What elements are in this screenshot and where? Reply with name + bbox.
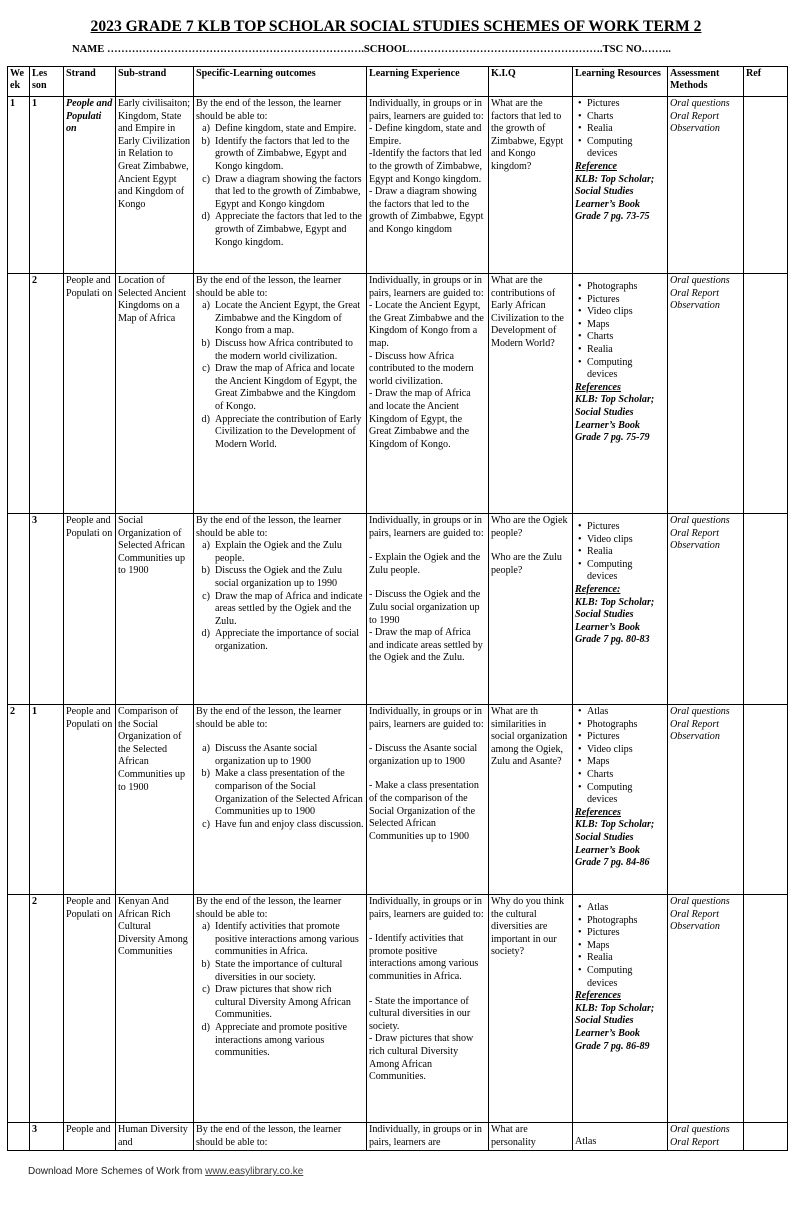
outcome-item: a. Discuss the Asante social organization up to 1900 — [215, 743, 364, 768]
resource-item: • Atlas — [587, 706, 665, 719]
assessment-item: Oral Report — [670, 718, 720, 730]
strand-cell: People and Populati on — [64, 97, 116, 274]
experience-line: - Locate the Ancient Egypt, the Great Zimbabwe and the Kingdom of Kongo from a map. — [369, 300, 484, 349]
experience-line: - State the importance of cultural diversities in our society. — [369, 995, 471, 1032]
table-row — [8, 1123, 788, 1151]
col-header-kiq: K.I.Q — [489, 67, 573, 97]
lesson-cell: 1 — [30, 705, 64, 895]
ref-cell — [744, 97, 788, 274]
week-cell — [8, 1123, 30, 1151]
experience-line: Individually, in groups or in pairs, learners are guided to: — [369, 896, 484, 920]
lesson-cell: 1 — [30, 97, 64, 274]
footer-text: Download More Schemes of Work from — [28, 1166, 206, 1177]
outcome-item: a. Explain the Ogiek and the Zulu people. — [215, 540, 364, 565]
assessment-item: Oral questions — [670, 896, 730, 907]
experience-line: - Draw a diagram showing the factors that led to the growth of Zimbabwe, Egypt and Kongo kingdom — [369, 186, 484, 235]
resource-item: • Pictures — [587, 927, 665, 940]
kiq-cell: What are the factors that led to the growth of Zimbabwe, Egypt and Kongo kingdom? — [489, 97, 573, 274]
outcome-item: d. Appreciate the importance of social organization. — [215, 628, 364, 653]
outcomes-cell — [194, 97, 367, 274]
reference-heading: References — [575, 806, 621, 818]
ref-cell — [744, 705, 788, 895]
outcome-item: c. Draw a diagram showing the factors that led to the growth of Zimbabwe, Egypt and Kongo kingdom — [215, 174, 364, 212]
col-header-outcomes: Specific-Learning outcomes — [194, 67, 367, 97]
experience-line: - Draw the map of Africa and locate the Ancient Kingdom of Egypt, the Great Zimbabwe and the Kingdom of Kongo. — [369, 388, 471, 450]
reference-heading: References — [575, 381, 621, 393]
week-cell — [8, 514, 30, 705]
kiq-question: What are th similarities in social organization among the Ogiek, Zulu and Asante? — [491, 706, 568, 768]
outcomes-cell — [194, 895, 367, 1123]
reference-heading: References — [575, 990, 621, 1002]
kiq-cell: Why do you think the cultural diversities are important in our society? — [489, 895, 573, 1123]
schemes-of-work-table — [7, 66, 788, 1151]
week-cell: 2 — [8, 705, 30, 895]
experience-line: Individually, in groups or in pairs, learners are guided to: — [369, 275, 484, 299]
resource-item: • Pictures — [587, 521, 665, 534]
outcome-item: b. Make a class presentation of the comparison of the Social Organization of the Selected African Communities up to 1900 — [215, 768, 364, 818]
col-header-experience: Learning Experience — [367, 67, 489, 97]
resources-cell — [573, 895, 668, 1123]
resources-cell — [573, 274, 668, 514]
outcome-item: d. Appreciate the contribution of Early Civilization to the Development of Modern World. — [215, 414, 364, 452]
resource-item: • Photographs — [587, 915, 665, 928]
outcomes-cell — [194, 514, 367, 705]
assessment-item: Observation — [670, 921, 720, 933]
name-school-tsc-line: NAME ……………………………………………………………….SCHOOL……………………………………………….TSC NO.…….. — [72, 44, 671, 55]
resource-item: • Computing devices — [587, 965, 665, 990]
ref-cell — [744, 895, 788, 1123]
assessment-item: Observation — [670, 731, 720, 743]
resource-item: • Video clips — [587, 534, 665, 547]
reference-text: KLB: Top Scholar; Social Studies Learner’s Book Grade 7 pg. 80-83 — [575, 596, 655, 646]
resource-item: • Photographs — [587, 281, 665, 294]
col-header-lesson: Les son — [30, 67, 64, 97]
resources-cell — [573, 97, 668, 274]
col-header-ref: Ref — [744, 67, 788, 97]
resource-item: • Realia — [587, 344, 665, 357]
outcome-item: d. Appreciate and promote positive interactions among various communities. — [215, 1022, 364, 1060]
experience-cell — [367, 705, 489, 895]
resource-item: • Video clips — [587, 744, 665, 757]
experience-cell — [367, 514, 489, 705]
strand-cell: People and Populati on — [64, 514, 116, 705]
resource-item: • Computing devices — [587, 357, 665, 382]
outcomes-intro: By the end of the lesson, the learner should be able to: — [196, 706, 342, 730]
outcome-item: a. Locate the Ancient Egypt, the Great Zimbabwe and the Kingdom of Kongo from a map. — [215, 300, 364, 338]
col-header-resources: Learning Resources — [573, 67, 668, 97]
resource-item: • Maps — [587, 940, 665, 953]
table-row — [8, 705, 788, 895]
assessment-item: Oral questions — [670, 515, 730, 526]
reference-text: KLB: Top Scholar; Social Studies Learner’s Book Grade 7 pg. 84-86 — [575, 819, 655, 869]
assessment-cell — [668, 705, 744, 895]
outcomes-intro: By the end of the lesson, the learner should be able to: — [196, 1124, 342, 1148]
experience-line: - Discuss the Asante social organization up to 1900 — [369, 743, 478, 767]
assessment-cell — [668, 1123, 744, 1151]
resource-item: • Charts — [587, 331, 665, 344]
resource-item: • Pictures — [587, 98, 665, 111]
assessment-item: Oral questions — [670, 1124, 730, 1135]
reference-text: KLB: Top Scholar; Social Studies Learner’s Book Grade 7 pg. 75-79 — [575, 394, 655, 444]
assessment-item: Oral Report — [670, 287, 720, 299]
strand-cell: People and Populati on — [64, 705, 116, 895]
experience-line: - Explain the Ogiek and the Zulu people. — [369, 552, 481, 576]
experience-line: Individually, in groups or in pairs, learners are guided to: — [369, 98, 484, 122]
experience-cell — [367, 274, 489, 514]
experience-line: - Draw the map of Africa and indicate areas settled by the Ogiek and the Zulu. — [369, 627, 483, 664]
resource-item: Atlas — [575, 1136, 597, 1147]
strand-cell: People and — [64, 1123, 116, 1151]
substrand-cell: Kenyan And African Rich Cultural Diversity Among Communities — [116, 895, 194, 1123]
experience-line: - Discuss the Ogiek and the Zulu social organization up to 1990 — [369, 589, 481, 626]
experience-cell: Individually, in groups or in pairs, learners are — [367, 1123, 489, 1151]
resource-item: • Realia — [587, 952, 665, 965]
lesson-cell: 2 — [30, 274, 64, 514]
outcomes-intro: By the end of the lesson, the learner should be able to: — [196, 515, 342, 539]
resource-item: • Atlas — [587, 902, 665, 915]
assessment-item: Oral Report — [670, 1136, 720, 1148]
resources-cell — [573, 1123, 668, 1151]
outcomes-cell — [194, 274, 367, 514]
resource-item: • Computing devices — [587, 559, 665, 584]
week-cell — [8, 895, 30, 1123]
outcome-item: c. Draw pictures that show rich cultural Diversity Among African Communities. — [215, 984, 364, 1022]
assessment-item: Oral Report — [670, 110, 720, 122]
resource-item: • Charts — [587, 769, 665, 782]
strand-cell: People and Populati on — [64, 895, 116, 1123]
ref-cell — [744, 1123, 788, 1151]
reference-heading: Reference — [575, 160, 618, 172]
resource-item: • Computing devices — [587, 136, 665, 161]
assessment-item: Oral questions — [670, 706, 730, 717]
experience-line: -Identify the factors that led to the growth of Zimbabwe, Egypt and Kongo kingdom. — [369, 148, 482, 185]
outcomes-intro: By the end of the lesson, the learner should be able to: — [196, 896, 342, 920]
outcome-item: b. State the importance of cultural diversities in our society. — [215, 959, 364, 984]
download-footer — [28, 1166, 303, 1177]
experience-line: - Define kingdom, state and Empire. — [369, 123, 482, 147]
lesson-cell: 3 — [30, 514, 64, 705]
resource-item: • Maps — [587, 319, 665, 332]
table-row — [8, 274, 788, 514]
experience-line: Individually, in groups or in pairs, learners are guided to: — [369, 515, 484, 539]
resources-cell — [573, 705, 668, 895]
outcome-item: c. Draw the map of Africa and locate the Ancient Kingdom of Egypt, the Great Zimbabwe and the Kingdom of Kongo. — [215, 363, 364, 413]
ref-cell — [744, 514, 788, 705]
lesson-cell: 2 — [30, 895, 64, 1123]
assessment-cell — [668, 97, 744, 274]
assessment-cell — [668, 274, 744, 514]
resource-item: • Pictures — [587, 294, 665, 307]
col-header-substrand: Sub-strand — [116, 67, 194, 97]
document-title: 2023 GRADE 7 KLB TOP SCHOLAR SOCIAL STUDIES SCHEMES OF WORK TERM 2 — [90, 18, 702, 35]
table-row — [8, 895, 788, 1123]
assessment-item: Oral Report — [670, 908, 720, 920]
substrand-cell: Location of Selected Ancient Kingdoms on a Map of Africa — [116, 274, 194, 514]
assessment-item: Oral questions — [670, 98, 730, 109]
week-cell — [8, 274, 30, 514]
resource-item: • Pictures — [587, 731, 665, 744]
experience-line: - Discuss how Africa contributed to the modern world civilization. — [369, 350, 474, 387]
assessment-item: Observation — [670, 123, 720, 135]
ref-cell — [744, 274, 788, 514]
outcomes-cell — [194, 1123, 367, 1151]
resource-item: • Maps — [587, 756, 665, 769]
outcome-item: b. Discuss how Africa contributed to the modern world civilization. — [215, 338, 364, 363]
reference-text: KLB: Top Scholar; Social Studies Learner’s Book Grade 7 pg. 73-75 — [575, 173, 655, 223]
strand-cell: People and Populati on — [64, 274, 116, 514]
assessment-item: Observation — [670, 540, 720, 552]
substrand-cell: Social Organization of Selected African Communities up to 1900 — [116, 514, 194, 705]
table-row — [8, 97, 788, 274]
outcome-item: c. Have fun and enjoy class discussion. — [215, 819, 364, 832]
col-header-week: We ek — [8, 67, 30, 97]
experience-line: Individually, in groups or in pairs, learners are guided to: — [369, 706, 484, 730]
outcomes-cell — [194, 705, 367, 895]
resource-item: • Realia — [587, 123, 665, 136]
lesson-cell: 3 — [30, 1123, 64, 1151]
experience-line: - Draw pictures that show rich cultural Diversity Among African Communities. — [369, 1033, 474, 1083]
table-row — [8, 514, 788, 705]
reference-heading: Reference: — [575, 583, 621, 595]
footer-link[interactable]: www.easylibrary.co.ke — [205, 1166, 304, 1177]
substrand-cell: Human Diversity and — [116, 1123, 194, 1151]
outcomes-intro: By the end of the lesson, the learner should be able to: — [196, 98, 342, 122]
col-header-strand: Strand — [64, 67, 116, 97]
kiq-cell — [489, 514, 573, 705]
resource-item: • Charts — [587, 111, 665, 124]
substrand-cell: Early civilisaiton; Kingdom, State and Empire in Early Civilization in Relation to Great Zimbabwe, Ancient Egypt and Kingdom of Kongo — [116, 97, 194, 274]
experience-cell — [367, 97, 489, 274]
outcome-item: d. Appreciate the factors that led to the growth of Zimbabwe, Egypt and Kongo kingdom. — [215, 211, 364, 249]
outcomes-intro: By the end of the lesson, the learner should be able to: — [196, 275, 342, 299]
resource-item: • Photographs — [587, 719, 665, 732]
resource-item: • Computing devices — [587, 782, 665, 807]
experience-line: - Make a class presentation of the comparison of the Social Organization of the Selected African Communities up to 1900 — [369, 780, 479, 842]
week-cell: 1 — [8, 97, 30, 274]
kiq-question: Who are the Zulu people? — [491, 552, 562, 576]
kiq-question: Who are the Ogiek people? — [491, 515, 568, 539]
kiq-cell — [489, 705, 573, 895]
resource-item: • Realia — [587, 546, 665, 559]
outcome-item: a. Identify activities that promote positive interactions among various communities in Africa. — [215, 921, 364, 959]
outcome-item: c. Draw the map of Africa and indicate areas settled by the Ogiek and the Zulu. — [215, 591, 364, 629]
kiq-cell: What are the contributions of Early African Civilization to the Development of Modern World? — [489, 274, 573, 514]
reference-text: KLB: Top Scholar; Social Studies Learner’s Book Grade 7 pg. 86-89 — [575, 1002, 655, 1052]
substrand-cell: Comparison of the Social Organization of the Selected African Communities up to 1900 — [116, 705, 194, 895]
experience-line: - Identify activities that promote positive interactions among various communities in Africa. — [369, 933, 479, 982]
outcome-item: b. Discuss the Ogiek and the Zulu social organization up to 1990 — [215, 565, 364, 590]
table-header-row — [8, 67, 788, 97]
resource-item: • Video clips — [587, 306, 665, 319]
col-header-assessment: Assessment Methods — [668, 67, 744, 97]
assessment-cell — [668, 895, 744, 1123]
resources-cell — [573, 514, 668, 705]
outcome-item: a. Define kingdom, state and Empire. — [215, 123, 364, 136]
assessment-item: Oral Report — [670, 527, 720, 539]
kiq-cell: What are personality — [489, 1123, 573, 1151]
assessment-item: Observation — [670, 300, 720, 312]
assessment-item: Oral questions — [670, 275, 730, 286]
outcome-item: b. Identify the factors that led to the growth of Zimbabwe, Egypt and Kongo kingdom. — [215, 136, 364, 174]
assessment-cell — [668, 514, 744, 705]
experience-cell — [367, 895, 489, 1123]
